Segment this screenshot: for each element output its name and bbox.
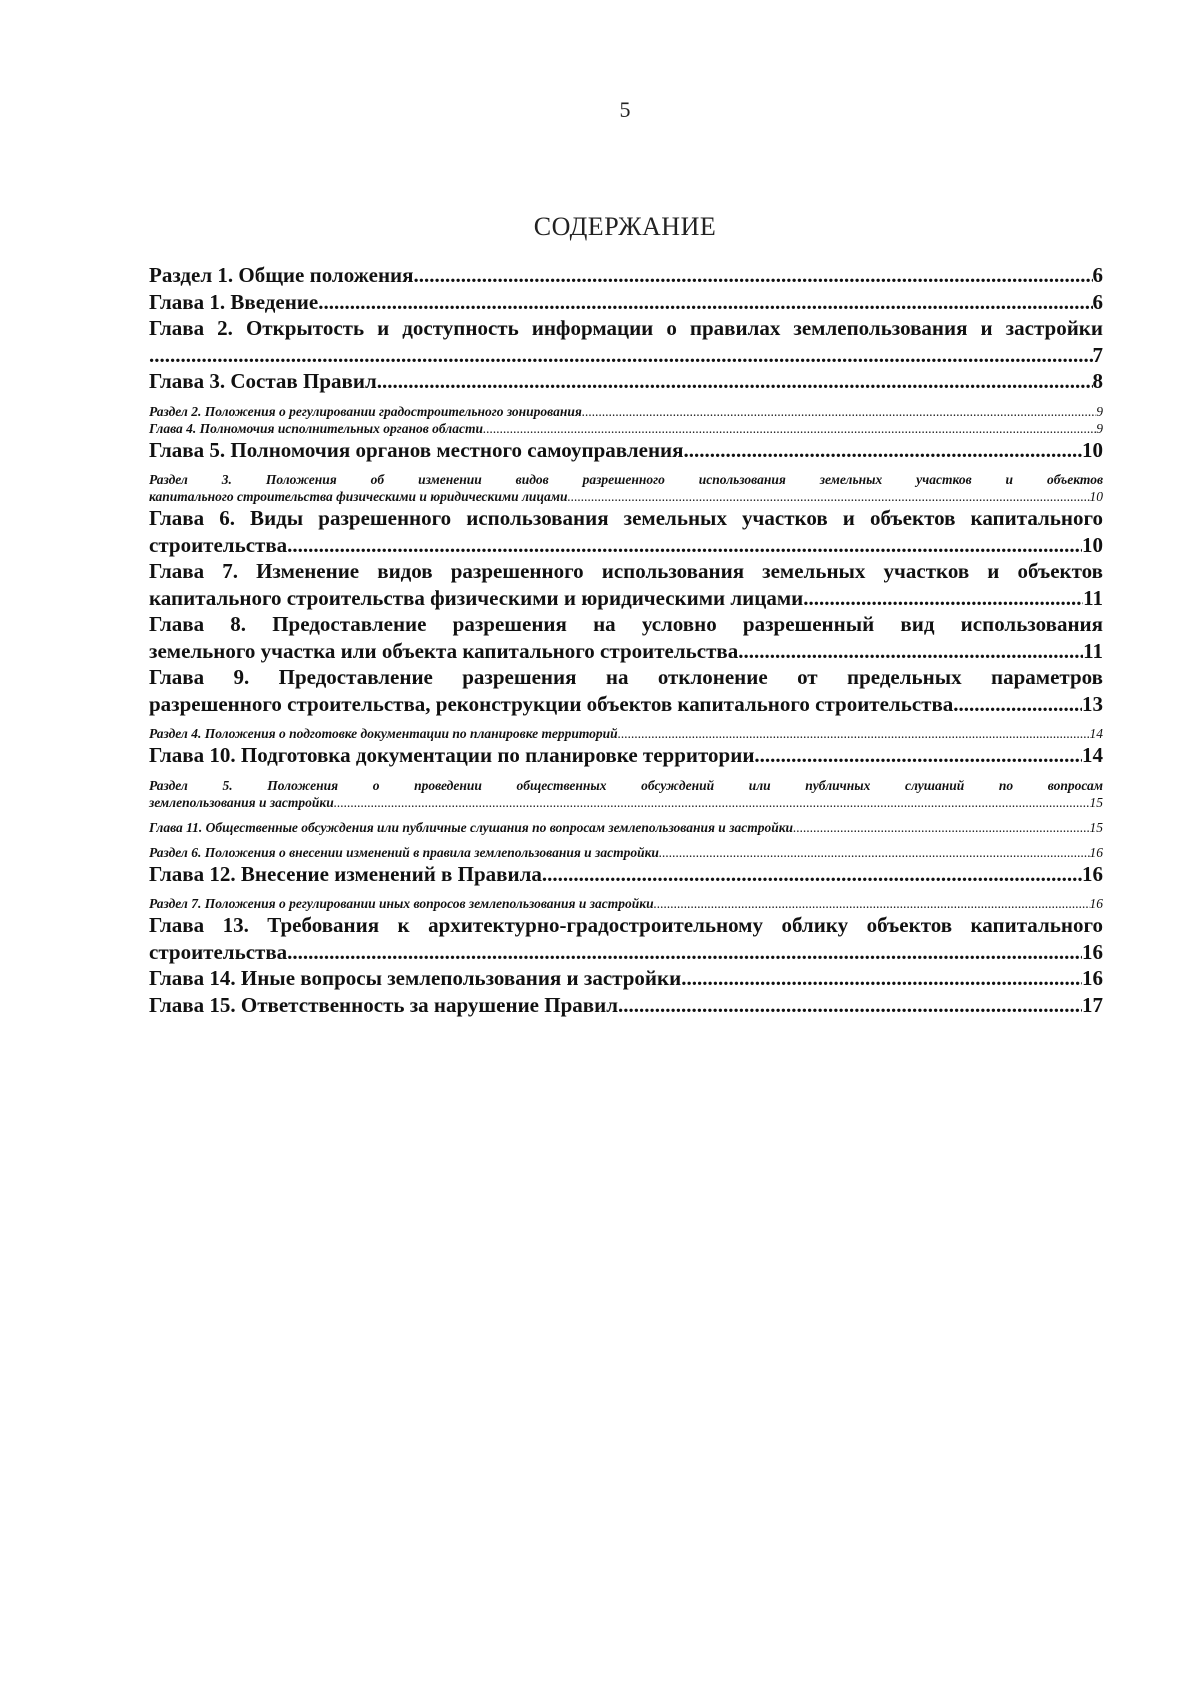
dot-leader [414, 262, 1093, 289]
toc-entry-text: Глава 11. Общественные обсуждения или публичные слушания по вопросам землепользования и застройки [149, 819, 794, 835]
toc-entry[interactable] [149, 895, 1103, 912]
toc-entry-text: Глава 7. Изменение видов разрешенного использования земельных участков и объектов [149, 559, 1103, 583]
toc-entry-text: капитального строительства физическими и юридическими лицами [149, 489, 568, 504]
page-number: 5 [619, 97, 631, 122]
toc-page-number: 9 [1096, 420, 1103, 436]
toc-page-number: 14 [1082, 743, 1103, 767]
toc-page-number: 8 [1092, 369, 1103, 393]
toc-entry-text: Раздел 5. Положения о проведении общественных обсуждений или публичных слушаний по вопросам [149, 777, 1103, 793]
page-title: СОДЕРЖАНИЕ [533, 212, 717, 241]
dot-leader [793, 819, 1089, 836]
dot-leader [149, 342, 1093, 369]
dot-leader [582, 403, 1096, 420]
toc-entry[interactable] [149, 844, 1103, 861]
toc-page-number: 13 [1082, 691, 1103, 716]
toc-entry[interactable] [149, 403, 1103, 420]
dot-leader [754, 742, 1082, 769]
dot-leader [684, 437, 1082, 464]
toc-entry-text: Глава 9. Предоставление разрешения на отклонение от предельных параметров [149, 665, 1103, 689]
toc-entry-text: Глава 10. Подготовка документации по планировке территории [149, 743, 755, 767]
dot-leader [567, 488, 1089, 505]
toc-entry-text: землепользования и застройки [149, 794, 334, 810]
dot-leader [738, 638, 1083, 665]
toc-page-number: 16 [1089, 896, 1103, 911]
dot-leader [681, 965, 1082, 992]
toc-entry-text: Глава 8. Предоставление разрешения на условно разрешенный вид использования [149, 612, 1103, 636]
toc-entry-text: Раздел 3. Положения об изменении видов разрешенного использования земельных участков и объектов [149, 472, 1103, 487]
toc-entry[interactable] [149, 437, 1103, 464]
toc-page-number: 14 [1089, 726, 1103, 741]
toc-entry[interactable] [149, 664, 1103, 717]
toc-page-number: 6 [1092, 263, 1103, 287]
dot-leader [318, 289, 1092, 316]
toc-page-number: 10 [1089, 489, 1103, 504]
toc-entry[interactable] [149, 611, 1103, 664]
toc-entry-text: Глава 6. Виды разрешенного использования земельных участков и объектов капитального [149, 506, 1103, 530]
toc-entry-text: Раздел 4. Положения о подготовке документации по планировке территорий [149, 726, 618, 741]
toc-page-number: 16 [1089, 844, 1103, 860]
dot-leader [803, 585, 1083, 612]
toc-page-number: 11 [1083, 585, 1103, 610]
toc-page-number: 7 [1092, 342, 1103, 367]
toc-page-number: 9 [1096, 403, 1103, 419]
toc-entry[interactable] [149, 505, 1103, 558]
dot-leader [377, 368, 1093, 395]
toc-page-number: 10 [1082, 437, 1103, 462]
toc-page-number: 17 [1082, 992, 1103, 1017]
toc-entry-text: Раздел 2. Положения о регулировании градостроительного зонирования [149, 403, 582, 419]
toc-entry-text: Глава 14. Иные вопросы землепользования и застройки [149, 966, 682, 990]
toc-entry[interactable] [149, 965, 1103, 992]
toc-entry[interactable] [149, 725, 1103, 742]
toc-page-number: 6 [1092, 289, 1103, 314]
toc-entry[interactable] [149, 262, 1103, 289]
toc-entry[interactable] [149, 992, 1103, 1019]
toc-page-number: 15 [1089, 794, 1103, 810]
toc-entry[interactable] [149, 368, 1103, 395]
toc-entry-text: капитального строительства физическими и юридическими лицами [149, 585, 804, 610]
dot-leader [953, 691, 1082, 718]
toc-entry[interactable] [149, 912, 1103, 965]
toc-entry[interactable] [149, 861, 1103, 888]
toc-entry-text: Глава 15. Ответственность за нарушение Правил [149, 992, 618, 1017]
toc-entry[interactable] [149, 777, 1103, 811]
toc-entry[interactable] [149, 315, 1103, 368]
toc-entry-text: Глава 13. Требования к архитектурно-градостроительному облику объектов капитального [149, 913, 1103, 937]
toc-entry-text: Глава 2. Открытость и доступность информации о правилах землепользования и застройки [149, 316, 1103, 340]
toc-page-number: 16 [1082, 966, 1103, 990]
toc-page-number: 15 [1089, 819, 1103, 835]
toc-entry[interactable] [149, 819, 1103, 836]
dot-leader [542, 861, 1082, 888]
toc-entry-text: Глава 1. Введение [149, 289, 319, 314]
toc-entry[interactable] [149, 558, 1103, 611]
toc-entry-text: Раздел 7. Положения о регулировании иных вопросов землепользования и застройки [149, 896, 654, 911]
toc-entry[interactable] [149, 742, 1103, 769]
toc-entry-text: строительства [149, 532, 288, 557]
dot-leader [334, 794, 1090, 811]
dot-leader [618, 992, 1082, 1019]
toc-entry-text: Глава 3. Состав Правил [149, 369, 377, 393]
toc-page-number: 11 [1083, 638, 1103, 663]
dot-leader [287, 532, 1082, 559]
toc-entry-text: земельного участка или объекта капитального строительства [149, 638, 739, 663]
toc-entry-text: Глава 5. Полномочия органов местного самоуправления [149, 437, 684, 462]
toc-page-number: 16 [1082, 861, 1103, 886]
toc-entry-text: Раздел 1. Общие положения [149, 263, 414, 287]
toc-entry-text: разрешенного строительства, реконструкции объектов капитального строительства [149, 691, 954, 716]
toc-entry-text: Раздел 6. Положения о внесении изменений в правила землепользования и застройки [149, 844, 659, 860]
toc-entry-text: Глава 4. Полномочия исполнительных органов области [149, 420, 483, 436]
dot-leader [659, 844, 1090, 861]
table-of-contents [149, 262, 1103, 1018]
dot-leader [618, 725, 1090, 742]
dot-leader [654, 895, 1090, 912]
dot-leader [483, 420, 1096, 437]
toc-entry-text: строительства [149, 939, 288, 964]
toc-entry-text: Глава 12. Внесение изменений в Правила [149, 861, 542, 886]
toc-entry[interactable] [149, 420, 1103, 437]
toc-page-number: 16 [1082, 939, 1103, 964]
toc-entry[interactable] [149, 289, 1103, 316]
toc-page-number: 10 [1082, 532, 1103, 557]
toc-entry[interactable] [149, 471, 1103, 505]
dot-leader [287, 939, 1082, 966]
